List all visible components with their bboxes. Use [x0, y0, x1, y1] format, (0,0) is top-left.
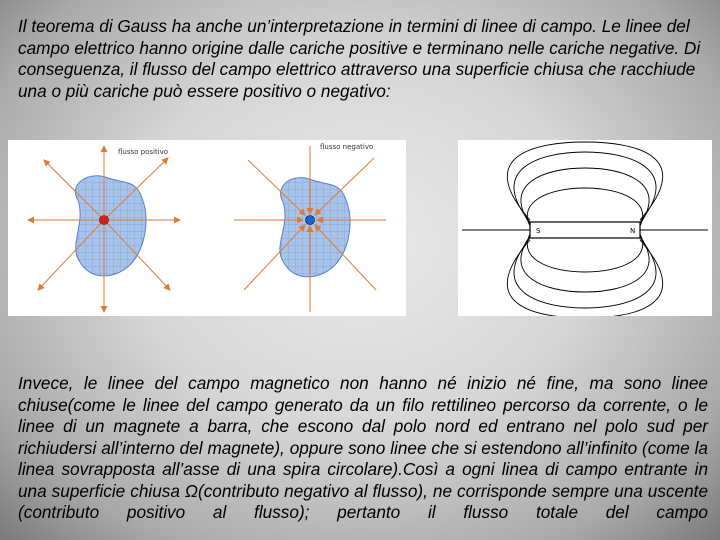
gauss-flux-figure	[8, 140, 406, 316]
gauss-intro-paragraph: Il teorema di Gauss ha anche un’interpretazione in termini di linee di campo. Le linee del campo elettrico hanno origine dalle cariche positive e terminano nelle cariche negative. Di conseguenza, il flusso del campo elettrico attraverso una superficie chiusa che racchiude una o più cariche può essere positivo o negativo:	[18, 16, 701, 101]
bar-magnet-figure	[458, 140, 712, 316]
positive-charge-diagram	[28, 146, 180, 312]
pole-south-label: S	[536, 227, 541, 235]
negative-charge-diagram	[234, 143, 386, 312]
positive-charge-icon	[100, 216, 109, 225]
negative-charge-icon	[306, 216, 315, 225]
pole-north-label: N	[630, 227, 636, 235]
label-positive-flux: flusso positivo	[118, 148, 169, 156]
bar-magnet	[530, 222, 640, 238]
magnetic-field-paragraph: Invece, le linee del campo magnetico non hanno né inizio né fine, ma sono linee chiuse(come le linee del campo generato da un filo rettilineo percorso da corrente, o le linee di un magnete a barra, che escono dal polo nord ed entrano nel polo sud per richiudersi all’interno del magnete), oppure sono linee che si estendono all’infinito (come la linea sovrapposta all’asse di una spira circolare).Così a ogni linea di campo entrante in una superficie chiusa Ω(contributo negativo al flusso), ne corrisponde sempre una uscente (contributo positivo al flusso); pertanto il flusso totale del campo	[18, 373, 708, 522]
label-negative-flux: flusso negativo	[320, 143, 374, 151]
